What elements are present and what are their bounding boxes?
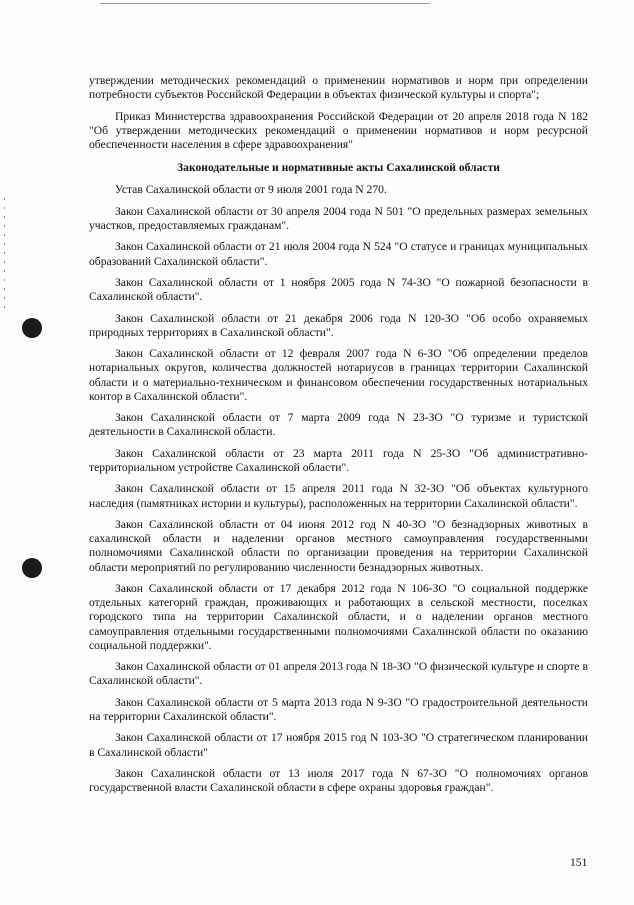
paragraph: Закон Сахалинской области от 21 июля 2004 года N 524 "О статусе и границах муниципальных образований Сахалинской области". [89, 240, 588, 268]
scan-edge-marks [4, 198, 5, 313]
punch-hole-top [22, 318, 42, 338]
paragraph: Закон Сахалинской области от 13 июля 2017 года N 67-ЗО "О полномочиях органов государственной власти Сахалинской области в сфере охраны здоровья граждан". [89, 766, 588, 795]
scan-top-line [100, 3, 430, 4]
page-number: 151 [570, 856, 588, 869]
paragraph: Закон Сахалинской области от 01 апреля 2013 года N 18-ЗО "О физической культуре и спорте в Сахалинской области". [89, 660, 588, 688]
paragraph: Закон Сахалинской области от 15 апреля 2011 года N 32-ЗО "Об объектах культурного наследия (памятниках истории и культуры), расположенных на территории Сахалинской области". [89, 482, 588, 510]
paragraph: Устав Сахалинской области от 9 июля 2001 года N 270. [115, 183, 387, 197]
paragraph: Закон Сахалинской области от 12 февраля 2007 года N 6-ЗО "Об определении пределов нотариальных округов, количества должностей нотариусов в границах территории Сахалинской области и о материально-техническом и финансовом обеспечении государственных нотариальных контор в Сахалинской области". [89, 347, 588, 403]
document-body [89, 74, 588, 803]
punch-hole-bottom [22, 558, 42, 578]
paragraph: Закон Сахалинской области от 04 июня 2012 год N 40-ЗО "О безнадзорных животных в сахалинской области и наделении органов местного самоуправления государственными полномочиями Сахалинской области по организации проведения на территории Сахалинской области мероприятий по регулированию численности безнадзорных животных. [89, 517, 588, 574]
paragraph: Закон Сахалинской области от 5 марта 2013 года N 9-ЗО "О градостроительной деятельности на территории Сахалинской области". [89, 695, 588, 723]
paragraph: Закон Сахалинской области от 17 ноября 2015 год N 103-ЗО "О стратегическом планировании в Сахалинской области" [89, 731, 588, 759]
paragraph: утверждении методических рекомендаций о применении нормативов и норм при определении потребности субъектов Российской Федерации в объектах физической культуры и спорта"; [89, 74, 588, 102]
paragraph: Приказ Министерства здравоохранения Российской Федерации от 20 апреля 2018 года N 182 "Об утверждении методических рекомендаций о применении нормативов и норм ресурсной обеспеченности населения в сфере здравоохранения" [89, 109, 588, 151]
paragraph: Закон Сахалинской области от 30 апреля 2004 года N 501 "О предельных размерах земельных участков, предоставляемых гражданам". [89, 204, 588, 232]
paragraph: Закон Сахалинской области от 17 декабря 2012 года N 106-ЗО "О социальной поддержке отдельных категорий граждан, проживающих и работающих в сельской местности, поселках городского типа на территории Сахалинской области, и о наделении органов местного самоуправления отдельными государственными полномочиями Сахалинской области по оказанию социальной поддержки". [89, 581, 588, 652]
section-heading: Законодательные и нормативные акты Сахалинской области [177, 161, 500, 175]
paragraph: Закон Сахалинской области от 23 марта 2011 года N 25-ЗО "Об административно-территориальном устройстве Сахалинской области". [89, 446, 588, 474]
paragraph: Закон Сахалинской области от 1 ноября 2005 года N 74-ЗО "О пожарной безопасности в Сахалинской области". [89, 275, 588, 304]
paragraph: Закон Сахалинской области от 21 декабря 2006 года N 120-ЗО "Об особо охраняемых природных территориях в Сахалинской области". [89, 311, 588, 339]
paragraph: Закон Сахалинской области от 7 марта 2009 года N 23-ЗО "О туризме и туристской деятельности в Сахалинской области. [89, 411, 588, 439]
